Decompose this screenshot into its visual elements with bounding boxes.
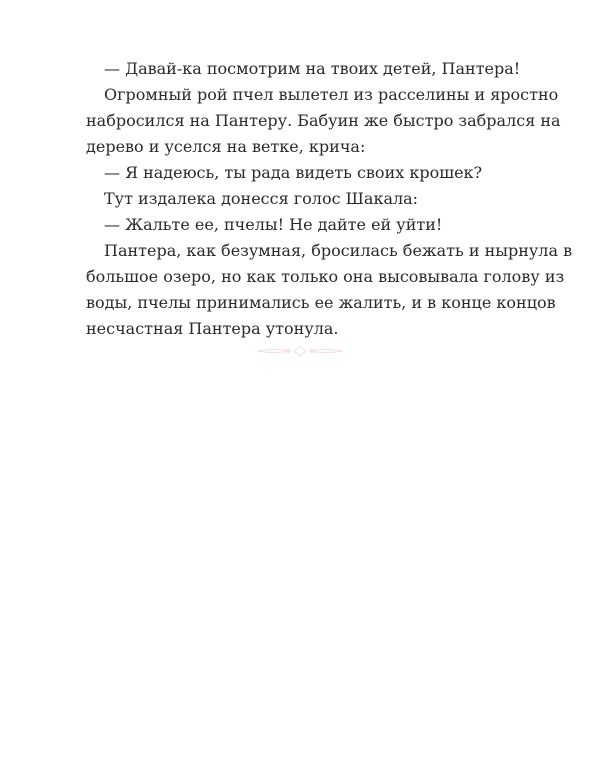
- text-line: несчастная Пантера утонула.: [86, 319, 339, 338]
- text-line: Огромный рой пчел вылетел из расселины и яростно: [104, 85, 559, 104]
- text-line: — Жальте ее, пчелы! Не дайте ей уйти!: [104, 215, 443, 234]
- text-line: дерево и уселся на ветке, крича:: [86, 137, 366, 156]
- page-text: [86, 56, 573, 342]
- text-line: Тут издалека донесся голос Шакала:: [104, 189, 419, 208]
- text-line: — Я надеюсь, ты рада видеть своих крошек?: [104, 163, 483, 182]
- text-line: набросился на Пантеру. Бабуин же быстро забрался на: [86, 111, 561, 130]
- text-line: воды, пчелы принимались ее жалить, и в конце концов: [86, 293, 556, 312]
- ornament-divider-icon: [255, 344, 345, 358]
- text-line: — Давай-ка посмотрим на твоих детей, Пантера!: [104, 59, 521, 78]
- text-line: Пантера, как безумная, бросилась бежать и нырнула в: [104, 241, 573, 260]
- text-line: большое озеро, но как только она высовывала голову из: [86, 267, 565, 286]
